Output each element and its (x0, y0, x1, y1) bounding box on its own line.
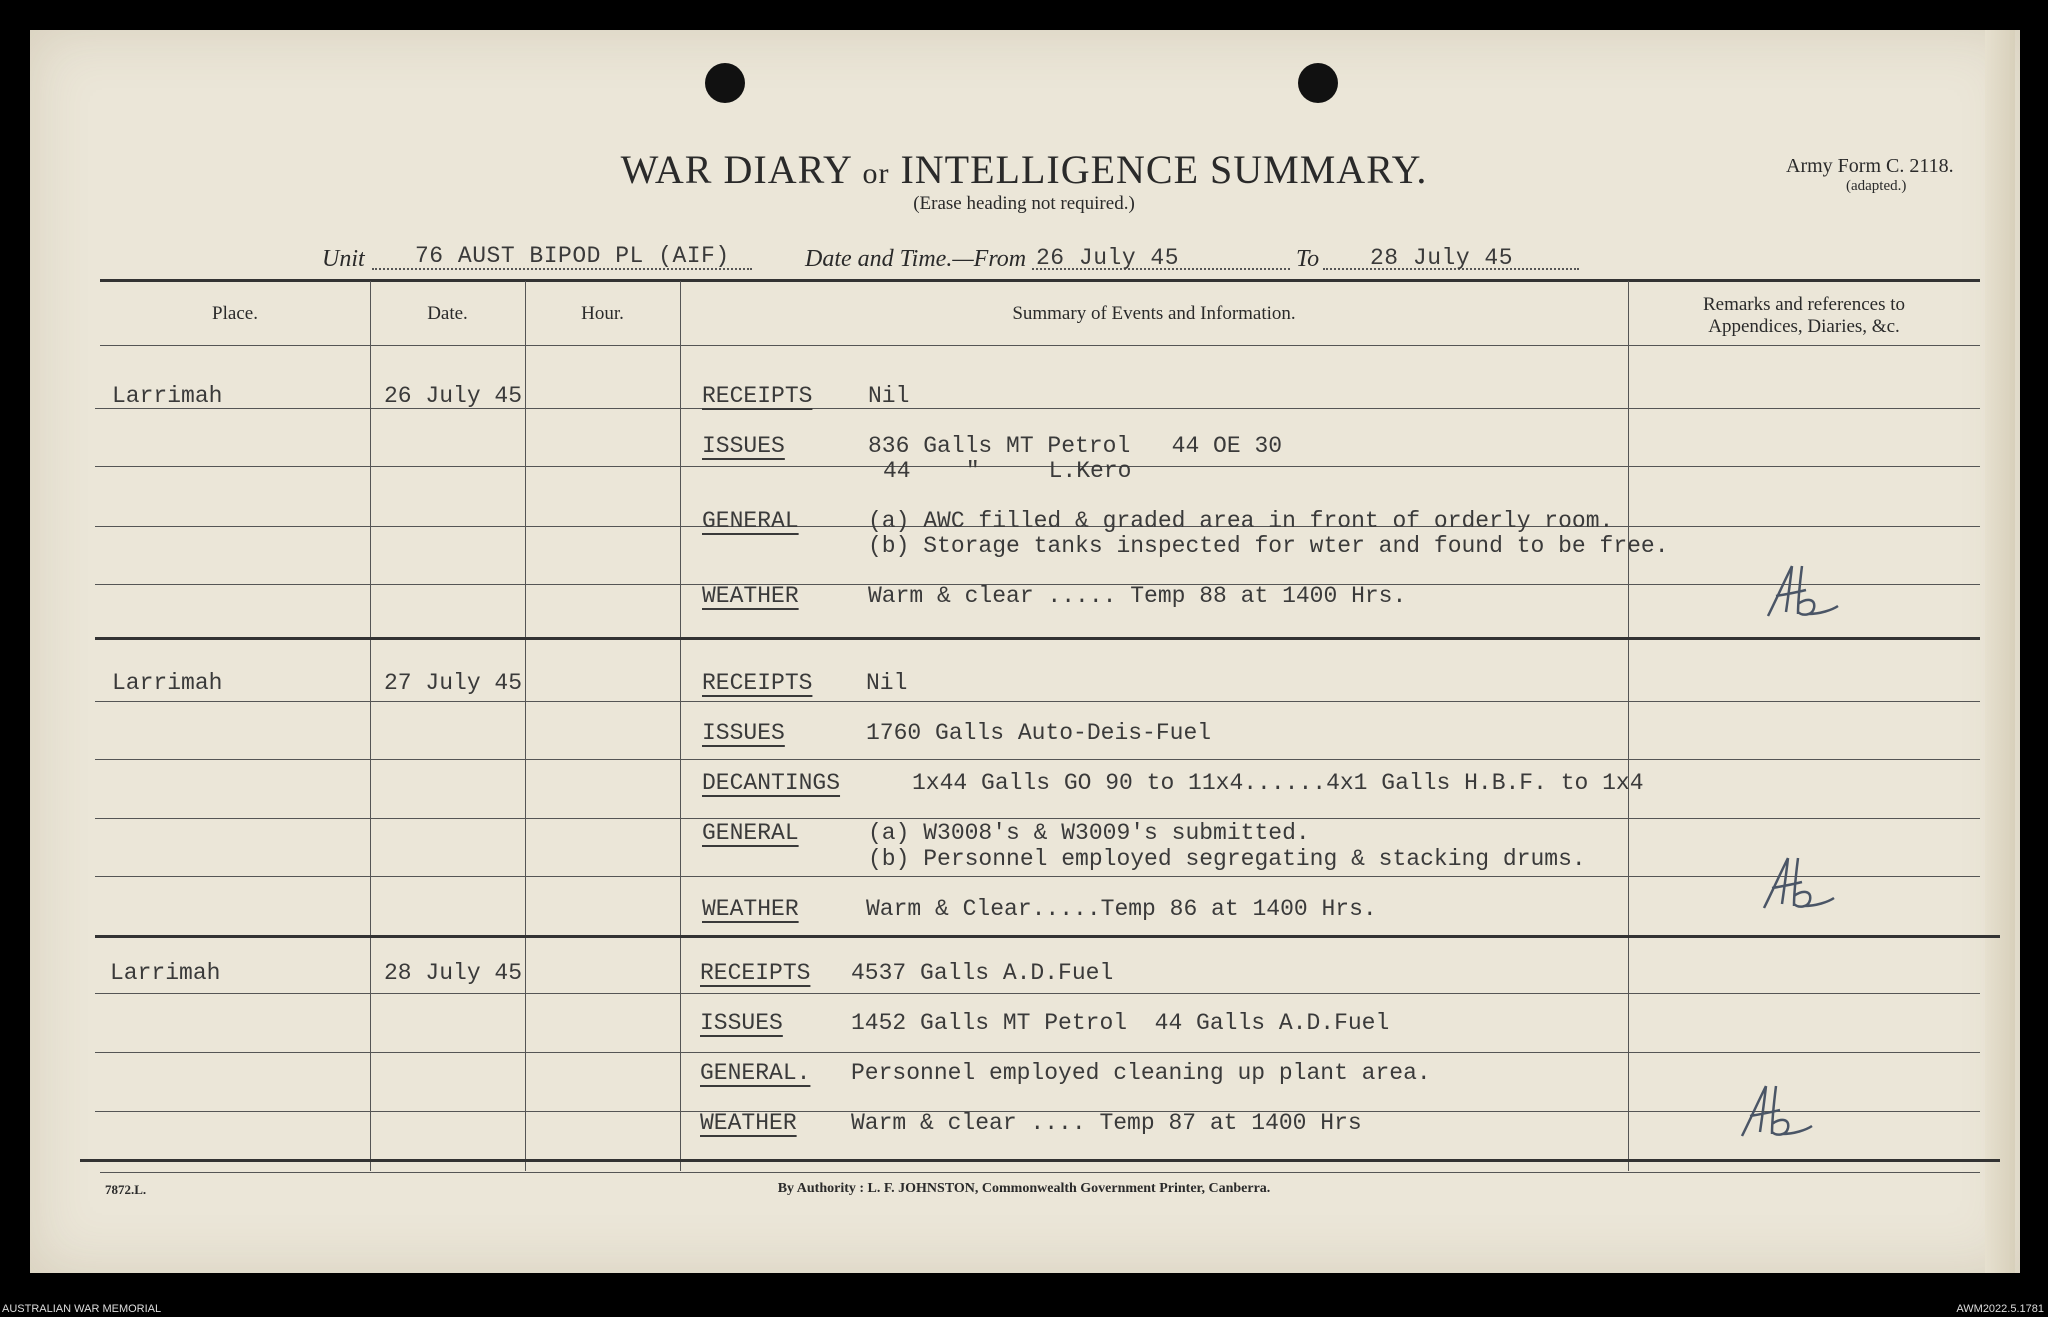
entry-label: GENERAL (702, 508, 799, 534)
army-form-number: Army Form C. 2118. (1786, 155, 1954, 177)
diary-sheet (30, 30, 2020, 1273)
entry-label: DECANTINGS (702, 770, 841, 796)
date-from-value: 26 July 45 (1036, 245, 1180, 271)
initials-signature (1762, 558, 1842, 622)
col-divider-place (370, 281, 371, 1171)
entry-label: GENERAL (702, 820, 799, 846)
entry-label: ISSUES (702, 433, 785, 459)
entry-label: RECEIPTS (702, 670, 813, 696)
rule (95, 1052, 1980, 1053)
entry-text-line2: (b) Storage tanks inspected for wter and found to be free. (868, 533, 1669, 559)
to-label: To (1296, 246, 1320, 272)
entry-text-line2: 44 " L.Kero (883, 458, 1132, 484)
table-top-rule (100, 279, 1980, 282)
rule (95, 993, 1980, 994)
date-label: Date and Time.—From (805, 246, 1027, 272)
entry-text: 1x44 Galls GO 90 to 11x4......4x1 Galls H.B.F. to 1x4 (912, 770, 1644, 796)
torn-edge (1985, 30, 2015, 1273)
printer-imprint: By Authority : L. F. JOHNSTON, Commonwealth Government Printer, Canberra. (777, 1181, 1271, 1196)
entry-text: 1760 Galls Auto-Deis-Fuel (866, 720, 1212, 746)
header-bottom-rule (100, 345, 1980, 346)
entry-date: 26 July 45 (384, 383, 523, 409)
rule (95, 701, 1980, 702)
col-header-remarks: Remarks and references to Appendices, Diaries, &c. (1702, 294, 1906, 337)
rule (95, 876, 1980, 877)
col-header-summary: Summary of Events and Information. (1012, 303, 1296, 324)
entry-text: Warm & clear ..... Temp 88 at 1400 Hrs. (868, 583, 1407, 609)
col-header-date: Date. (427, 303, 468, 324)
entry-text: Warm & clear .... Temp 87 at 1400 Hrs (851, 1110, 1362, 1136)
col-divider-hour (680, 281, 681, 1171)
punch-hole-right (1298, 63, 1338, 103)
rule (95, 759, 1980, 760)
entry-text: Personnel employed cleaning up plant area. (851, 1060, 1431, 1086)
col-header-place: Place. (212, 303, 258, 324)
entry-text: Warm & Clear.....Temp 86 at 1400 Hrs. (866, 896, 1377, 922)
entry-label: WEATHER (700, 1110, 797, 1136)
entry-text: 1452 Galls MT Petrol 44 Galls A.D.Fuel (851, 1010, 1390, 1036)
entry-label: RECEIPTS (702, 383, 813, 409)
initials-signature (1758, 850, 1838, 914)
entry-text: (a) W3008's & W3009's submitted. (868, 820, 1310, 846)
entry-label: WEATHER (702, 583, 799, 609)
punch-hole-left (705, 63, 745, 103)
entry-separator (95, 637, 1980, 640)
form-title: WAR DIARY or INTELLIGENCE SUMMARY. (620, 147, 1428, 192)
date-to-value: 28 July 45 (1370, 245, 1514, 271)
entry-label: ISSUES (702, 720, 785, 746)
rule (95, 408, 1980, 409)
entry-text: (a) AWC filled & graded area in front of orderly room. (868, 508, 1614, 534)
entry-text: 4537 Galls A.D.Fuel (851, 960, 1114, 986)
unit-label: Unit (322, 246, 365, 272)
entry-label: WEATHER (702, 896, 799, 922)
entry-text: 836 Galls MT Petrol 44 OE 30 (868, 433, 1283, 459)
col-header-hour: Hour. (581, 303, 624, 324)
col-divider-summary (1628, 281, 1629, 1171)
form-subtitle: (Erase heading not required.) (913, 193, 1135, 214)
entry-date: 27 July 45 (384, 670, 523, 696)
entry-place: Larrimah (112, 383, 223, 409)
archive-credit: AUSTRALIAN WAR MEMORIAL (2, 1303, 162, 1315)
entry-text-line2: (b) Personnel employed segregating & stacking drums. (868, 846, 1586, 872)
entry-label: GENERAL. (700, 1060, 811, 1086)
entry-place: Larrimah (110, 960, 221, 986)
army-form-adapted: (adapted.) (1846, 178, 1907, 194)
rule (95, 818, 1980, 819)
table-bottom-rule (80, 1159, 2000, 1162)
entry-date: 28 July 45 (384, 960, 523, 986)
entry-place: Larrimah (112, 670, 223, 696)
entry-separator (95, 935, 2000, 938)
form-number: 7872.L. (105, 1182, 147, 1197)
entry-text: Nil (866, 670, 908, 696)
table-bottom-rule-2 (100, 1172, 1980, 1173)
archive-reference: AWM2022.5.1781 (1956, 1303, 2044, 1315)
entry-label: RECEIPTS (700, 960, 811, 986)
col-divider-date (525, 281, 526, 1171)
unit-value: 76 AUST BIPOD PL (AIF) (415, 243, 730, 269)
entry-label: ISSUES (700, 1010, 783, 1036)
entry-text: Nil (868, 383, 910, 409)
initials-signature (1736, 1078, 1816, 1142)
